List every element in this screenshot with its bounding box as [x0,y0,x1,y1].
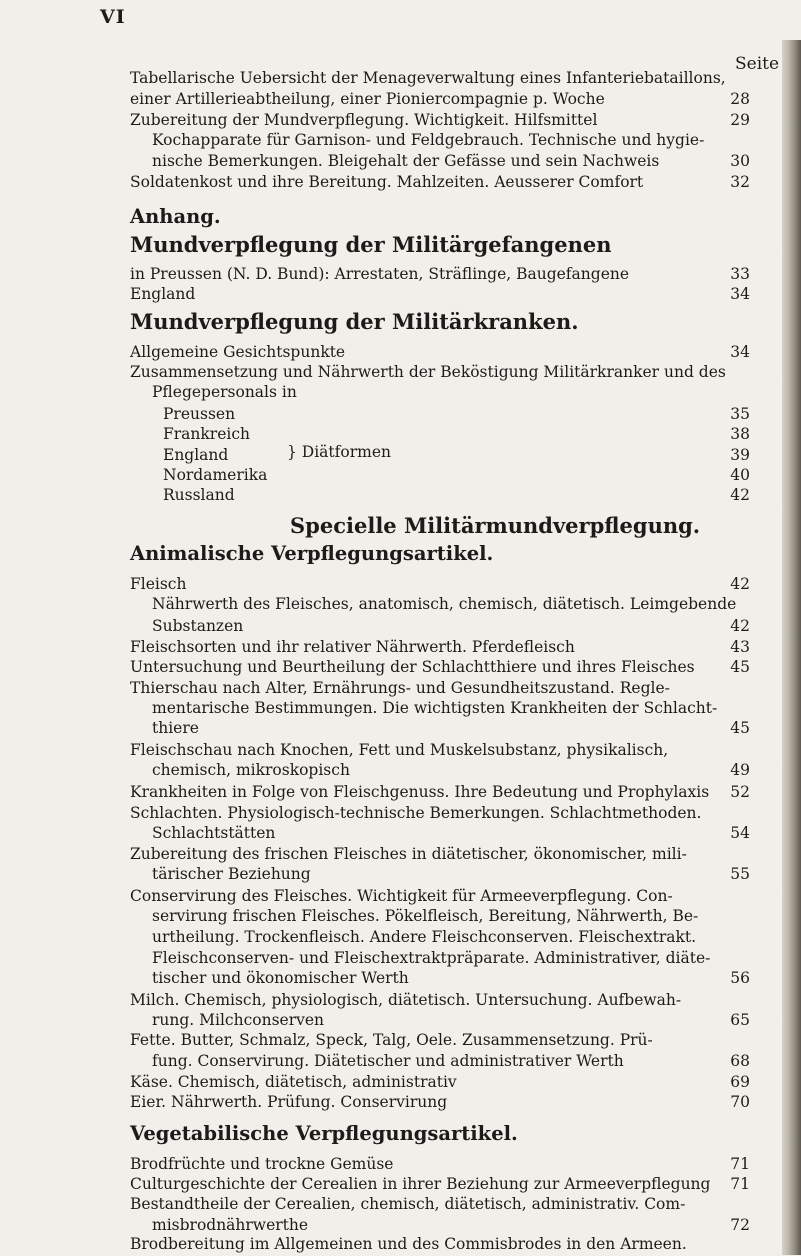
toc-entry-text: misbrodnährwerthe [152,1216,309,1234]
toc-entry-text: urtheilung. Trockenfleisch. Andere Fleischconserven. Fleischextrakt. [152,928,697,946]
toc-entry-page-number: 68 [730,1052,750,1070]
toc-entry [0,380,780,404]
section-heading-special [0,514,780,538]
toc-entry-text: mentarische Bestimmungen. Die wichtigsten Krankheiten der Schlacht- [152,699,718,717]
toc-entry-text: Untersuchung und Beurtheilung der Schlachtthiere und ihres Fleisches [130,658,695,676]
toc-entry-text: Pflegepersonals in [152,383,297,401]
page-edge-shadow [782,40,801,1255]
toc-entry [0,758,780,782]
toc-entry-text: Bestandtheile der Cerealien, chemisch, diätetisch, administrativ. Com- [130,1195,686,1213]
toc-entry-page-number: 33 [730,265,750,283]
toc-entry-text: tärischer Beziehung [152,865,311,883]
toc-entry-page-number: 71 [730,1155,750,1173]
country-page-number: 39 [730,446,750,464]
section-heading-sick-text: Mundverpflegung der Militärkranken. [130,309,579,334]
toc-entry-page-number: 56 [730,969,750,987]
toc-entry-text: Nährwerth des Fleisches, anatomisch, chemisch, diätetisch. Leimgebende [152,595,737,613]
toc-entry-text: Soldatenkost und ihre Bereitung. Mahlzeiten. Aeusserer Comfort [130,173,644,191]
country-name: Frankreich [163,425,250,443]
toc-entry-text: thiere [152,719,199,737]
toc-entry [0,1090,780,1114]
toc-entry [0,716,780,740]
toc-entry-page-number: 43 [730,638,750,656]
section-heading-animal-text: Animalische Verpflegungsartikel. [130,542,494,565]
toc-entry [0,1232,780,1256]
toc-entry-text: nische Bemerkungen. Bleigehalt der Gefässe und sein Nachweis [152,152,660,170]
country-name: England [163,446,229,464]
anhang-heading-text: Anhang. [130,205,221,228]
toc-entry [0,592,780,616]
page-roman-numeral: VI [100,6,126,28]
toc-entry-text: Brodbereitung im Allgemeinen und des Commisbrodes in den Armeen. [130,1235,687,1253]
toc-entry-page-number: 55 [730,865,750,883]
toc-entry-page-number: 72 [730,1216,750,1234]
toc-entry-text: tischer und ökonomischer Werth [152,969,409,987]
toc-entry [0,282,780,306]
seite-column-header: Seite [735,54,780,74]
section-heading-vegetable-text: Vegetabilische Verpflegungsartikel. [130,1122,518,1145]
country-name: Russland [163,486,235,504]
toc-entry-text: rung. Milchconserven [152,1011,325,1029]
toc-entry-text: Zubereitung des frischen Fleisches in diätetischer, ökonomischer, mili- [130,845,687,863]
section-heading-sick [0,310,780,334]
country-name: Preussen [163,405,236,423]
toc-entry-text: Kochapparate für Garnison- und Feldgebrauch. Technische und hygie- [152,131,705,149]
toc-entry-text: Zubereitung der Mundverpflegung. Wichtigkeit. Hilfsmittel [130,111,598,129]
toc-entry [0,966,780,990]
toc-entry-page-number: 42 [730,575,750,593]
anhang-heading [0,205,780,229]
country-name: Nordamerika [163,466,268,484]
toc-entry-page-number: 49 [730,761,750,779]
toc-entry-page-number: 30 [730,152,750,170]
section-heading-prisoners [0,233,780,257]
section-heading-animal [0,542,780,566]
toc-entry-page-number: 71 [730,1175,750,1193]
toc-entry-text: in Preussen (N. D. Bund): Arrestaten, Sträflinge, Baugefangene [130,265,630,283]
toc-entry-text: chemisch, mikroskopisch [152,761,350,779]
toc-entry-page-number: 65 [730,1011,750,1029]
country-page-number: 38 [730,425,750,443]
toc-entry-text: fung. Conservirung. Diätetischer und administrativer Werth [152,1052,624,1070]
toc-entry-text: Fleischschau nach Knochen, Fett und Muskelsubstanz, physikalisch, [130,741,669,759]
toc-entry-text: Milch. Chemisch, physiologisch, diätetisch. Untersuchung. Aufbewah- [130,991,682,1009]
country-page-number: 42 [730,486,750,504]
toc-entry-page-number: 29 [730,111,750,129]
toc-entry-page-number: 28 [730,90,750,108]
toc-entry-text: Schlachten. Physiologisch-technische Bemerkungen. Schlachtmethoden. [130,804,702,822]
toc-entry-text: servirung frischen Fleisches. Pökelfleisch, Bereitung, Nährwerth, Be- [152,907,699,925]
toc-entry-page-number: 70 [730,1093,750,1111]
toc-entry-text: Fette. Butter, Schmalz, Speck, Talg, Oele. Zusammensetzung. Prü- [130,1031,653,1049]
toc-entry-page-number: 45 [730,719,750,737]
section-heading-prisoners-text: Mundverpflegung der Militärgefangenen [130,232,612,257]
toc-entry-page-number: 54 [730,824,750,842]
country-entry [0,483,780,507]
toc-entry [0,862,780,886]
toc-entry-text: England [130,285,196,303]
toc-entry-text: Eier. Nährwerth. Prüfung. Conservirung [130,1093,448,1111]
toc-entry-text: Thierschau nach Alter, Ernährungs- und Gesundheitszustand. Regle- [130,679,670,697]
toc-entry-text: Allgemeine Gesichtspunkte [130,343,346,361]
toc-entry-text: Substanzen [152,617,244,635]
toc-entry-text: Tabellarische Uebersicht der Menageverwaltung eines Infanteriebataillons, [130,69,726,87]
toc-entry-page-number: 52 [730,783,750,801]
toc-entry-text: Fleischsorten und ihr relativer Nährwerth. Pferdefleisch [130,638,575,656]
country-page-number: 35 [730,405,750,423]
toc-entry-text: einer Artillerieabtheilung, einer Pioniercompagnie p. Woche [130,90,605,108]
toc-entry-page-number: 32 [730,173,750,191]
toc-entry-text: Brodfrüchte und trockne Gemüse [130,1155,394,1173]
section-heading-special-text: Specielle Militärmundverpflegung. [290,513,701,538]
toc-entry-page-number: 34 [730,285,750,303]
toc-entry-text: Zusammensetzung und Nährwerth der Beköstigung Militärkranker und des [130,363,726,381]
toc-entry-text: Fleischconserven- und Fleischextraktpräparate. Administrativer, diäte- [152,949,711,967]
toc-entry-page-number: 69 [730,1073,750,1091]
toc-entry-text: Culturgeschichte der Cerealien in ihrer Beziehung zur Armeeverpflegung [130,1175,711,1193]
toc-entry-page-number: 45 [730,658,750,676]
section-heading-vegetable [0,1122,780,1146]
diaetformen-brace-label: } Diätformen [287,443,391,461]
toc-entry-page-number: 42 [730,617,750,635]
toc-entry-text: Conservirung des Fleisches. Wichtigkeit für Armeeverpflegung. Con- [130,887,673,905]
toc-entry [0,170,780,194]
toc-entry-text: Käse. Chemisch, diätetisch, administrativ [130,1073,457,1091]
toc-entry-text: Schlachtstätten [152,824,276,842]
toc-entry-page-number: 34 [730,343,750,361]
country-page-number: 40 [730,466,750,484]
toc-entry-text: Krankheiten in Folge von Fleischgenuss. Ihre Bedeutung und Prophylaxis [130,783,710,801]
toc-entry-text: Fleisch [130,575,187,593]
